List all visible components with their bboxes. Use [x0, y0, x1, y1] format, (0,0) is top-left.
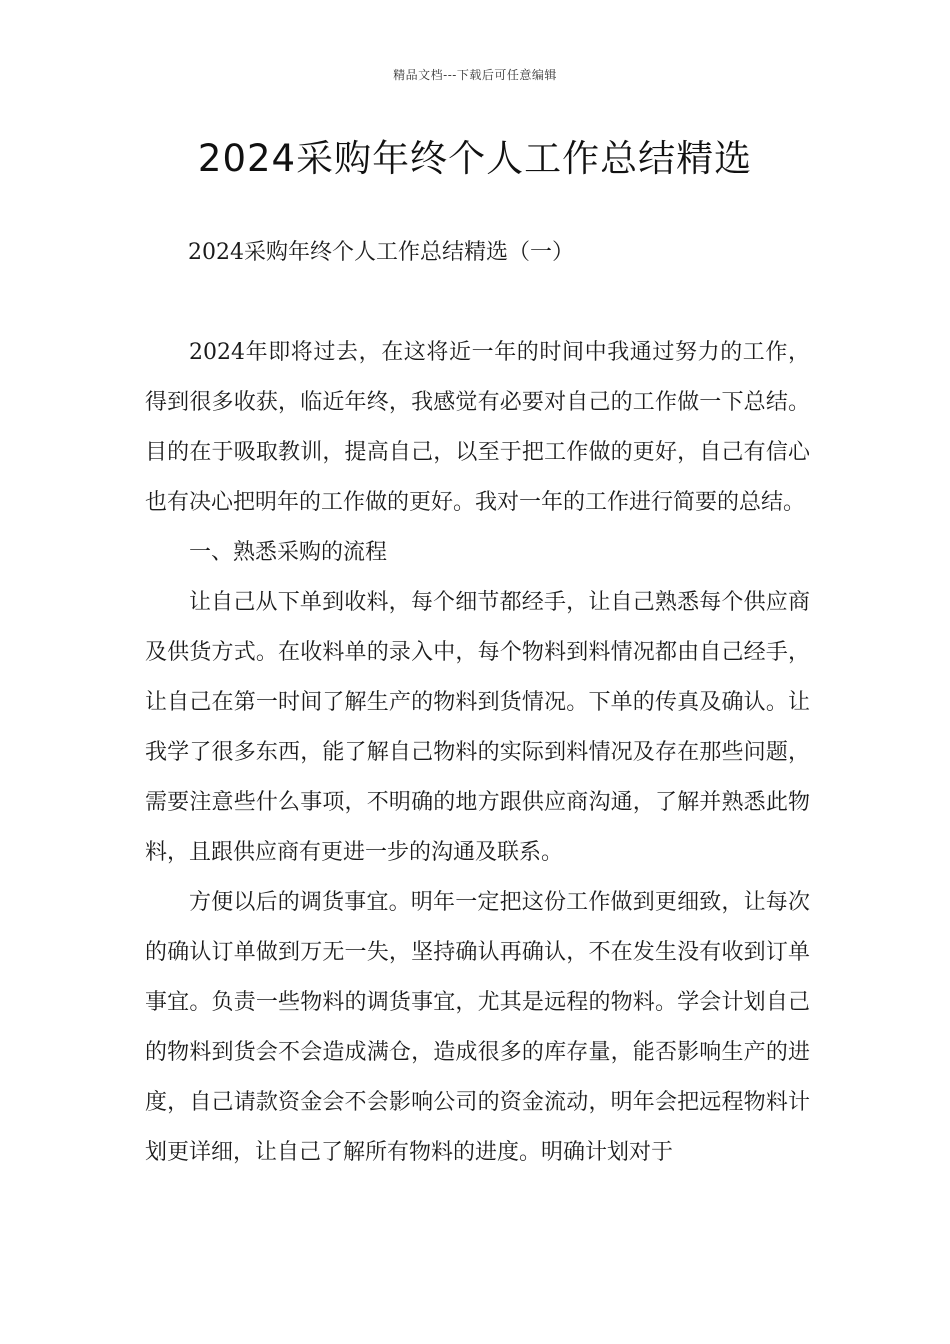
paragraph-plan: 方便以后的调货事宜。明年一定把这份工作做到更细致，让每次的确认订单做到万无一失，坚持确认再确认，不在发生没有收到订单事宜。负责一些物料的调货事宜，尤其是远程的物料。学会计划自己的物料到货会不会造成满仓，造成很多的库存量，能否影响生产的进度，自己请款资金会不会影响公司的资金流动，明年会把远程物料计划更详细，让自己了解所有物料的进度。明确计划对于 [145, 890, 810, 1165]
paragraph-intro: 2024年即将过去，在这将近一年的时间中我通过努力的工作，得到很多收获，临近年终，我感觉有必要对自己的工作做一下总结。目的在于吸取教训，提高自己，以至于把工作做的更好，自己有信心也有决心把明年的工作做的更好。我对一年的工作进行简要的总结。 [145, 340, 810, 515]
document-subtitle: 2024采购年终个人工作总结精选（一） [188, 240, 574, 265]
document-body [145, 328, 810, 1178]
document-title: 2024采购年终个人工作总结精选 [197, 137, 753, 180]
page-header-note: 精品文档---下载后可任意编辑 [393, 68, 557, 82]
section-heading: 一、熟悉采购的流程 [189, 540, 388, 565]
paragraph-process: 让自己从下单到收料，每个细节都经手，让自己熟悉每个供应商及供货方式。在收料单的录入中，每个物料到料情况都由自己经手，让自己在第一时间了解生产的物料到货情况。下单的传真及确认。让我学了很多东西，能了解自己物料的实际到料情况及存在那些问题，需要注意些什么事项，不明确的地方跟供应商沟通，了解并熟悉此物料，且跟供应商有更进一步的沟通及联系。 [145, 590, 810, 865]
